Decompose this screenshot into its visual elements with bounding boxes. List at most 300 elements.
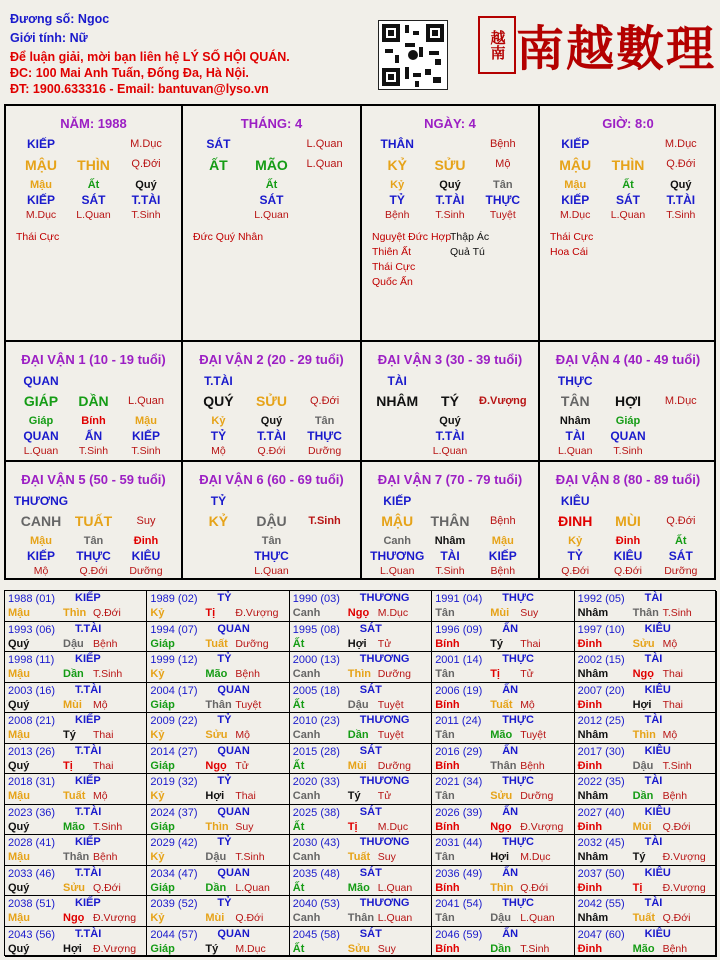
contact-phone-email: ĐT: 1900.633316 - Email: bantuvan@lyso.vn	[10, 82, 269, 96]
year-cell	[575, 805, 717, 836]
year-cell	[5, 683, 147, 714]
year-stage: Q.Đới	[93, 607, 121, 619]
year-ten-god: T.TÀI	[75, 683, 102, 696]
year-stem: Bính	[435, 820, 460, 833]
year-stem: Mậu	[8, 790, 30, 802]
year-label: 2006 (19)	[435, 684, 483, 697]
year-ten-god: THƯƠNG	[359, 714, 410, 726]
year-label: 2013 (26)	[8, 745, 56, 758]
year-label: 2045 (58)	[292, 928, 340, 941]
year-stem: Kỷ	[150, 729, 165, 741]
year-branch: Ngọ	[63, 912, 85, 924]
contact-invite: Để luận giải, mời bạn liên hệ LÝ SỐ HỘI QUÁN.	[10, 50, 290, 64]
year-branch: Tị	[63, 759, 73, 772]
year-branch: Dậu	[205, 851, 227, 863]
year-ten-god: T.TÀI	[75, 805, 102, 818]
year-stem: Mậu	[8, 851, 30, 863]
year-cell	[147, 866, 289, 897]
hidden-stage: Dưỡng	[308, 445, 342, 457]
year-stem: Quý	[8, 881, 30, 894]
year-branch: Tuất	[205, 637, 228, 650]
year-branch: Tuất	[632, 912, 655, 924]
year-stage: Tử	[377, 790, 392, 802]
hidden-stem: Bính	[81, 415, 106, 427]
year-stage: Thai	[662, 698, 684, 711]
hidden-stage: M.Dục	[25, 209, 57, 221]
year-cell	[575, 744, 717, 775]
year-branch: Dần	[63, 668, 84, 680]
hidden-ten-god: SÁT	[81, 193, 106, 207]
ten-god: KIẾP	[383, 494, 412, 508]
year-stem: Nhâm	[577, 668, 609, 680]
year-cell	[575, 866, 717, 897]
year-stem: Nhâm	[577, 607, 609, 619]
hidden-stage: T.Sinh	[131, 445, 161, 457]
year-cell	[575, 927, 717, 958]
year-ten-god: THỰC	[502, 653, 534, 665]
year-stem: Giáp	[150, 820, 175, 833]
year-label: 2017 (30)	[577, 745, 625, 758]
year-label: 2021 (34)	[435, 776, 483, 788]
ten-god: THÂN	[380, 137, 414, 151]
year-cell	[290, 774, 432, 805]
year-label: 2014 (27)	[150, 745, 198, 758]
year-ten-god: QUAN	[217, 622, 250, 635]
hidden-stem: Ất	[622, 179, 634, 191]
year-label: 2046 (59)	[435, 928, 483, 941]
year-cell	[5, 927, 147, 958]
year-branch: Mão	[63, 820, 85, 833]
year-label: 2033 (46)	[8, 867, 56, 880]
year-stage: Dưỡng	[520, 790, 554, 802]
year-cell	[290, 896, 432, 927]
year-stem: Canh	[292, 851, 321, 863]
hidden-stem: Ất	[87, 179, 100, 191]
hidden-stage: T.Sinh	[613, 445, 643, 457]
year-cell	[147, 896, 289, 927]
hidden-stem: Đinh	[615, 535, 641, 547]
heavenly-stem: KỶ	[208, 513, 229, 529]
year-ten-god: TÀI	[644, 653, 663, 665]
hidden-stage: Mộ	[33, 565, 49, 577]
hidden-stem: Quý	[135, 179, 157, 191]
qr-code-icon	[378, 20, 448, 90]
year-label: 2011 (24)	[435, 715, 482, 727]
hidden-stem: Quý	[439, 415, 461, 427]
year-cell	[432, 896, 574, 927]
year-stem: Đinh	[577, 637, 603, 650]
year-stem: Đinh	[577, 881, 603, 894]
year-branch: Mùi	[63, 698, 82, 711]
year-stem: Đinh	[577, 759, 603, 772]
owner-gender: Giới tính: Nữ	[10, 31, 88, 45]
year-label: 2016 (29)	[435, 745, 483, 758]
year-stem: Quý	[8, 759, 30, 772]
stage-label: Bệnh	[489, 515, 516, 527]
year-stem: Mậu	[8, 668, 30, 680]
year-cell	[290, 591, 432, 622]
pillar-cell	[6, 106, 181, 340]
year-label: 1992 (05)	[577, 593, 625, 605]
year-cell	[290, 744, 432, 775]
year-stem: Ất	[292, 820, 305, 833]
special-star: Quốc Ấn	[372, 276, 413, 288]
hidden-stem: Giáp	[28, 415, 54, 427]
year-ten-god: ẤN	[502, 927, 519, 940]
year-cell	[575, 713, 717, 744]
year-cell	[432, 713, 574, 744]
heavenly-stem: MẬU	[559, 157, 592, 173]
special-star: Thái Cực	[16, 231, 60, 243]
year-branch: Thân	[205, 698, 232, 711]
year-branch: Sửu	[205, 729, 228, 741]
year-stage: Mộ	[93, 698, 108, 711]
year-ten-god: SÁT	[359, 866, 382, 879]
ten-god: KIẾP	[26, 137, 55, 151]
year-ten-god: ẤN	[502, 683, 519, 696]
earthly-branch: SỬU	[434, 157, 466, 173]
year-label: 2004 (17)	[150, 684, 198, 697]
year-ten-god: QUAN	[217, 805, 250, 818]
year-label: 2041 (54)	[435, 898, 483, 910]
year-ten-god: T.TÀI	[75, 866, 102, 879]
hidden-stem: Kỷ	[568, 535, 583, 547]
year-branch: Mão	[632, 942, 655, 955]
year-branch: Hợi	[205, 790, 225, 802]
heavenly-stem: QUÝ	[203, 393, 234, 409]
hidden-ten-god: T.TÀI	[131, 193, 161, 207]
year-stem: Đinh	[577, 698, 603, 711]
year-stage: M.Dục	[520, 851, 551, 863]
year-branch: Dần	[632, 790, 654, 802]
year-label: 2028 (41)	[8, 837, 56, 849]
year-cell	[147, 744, 289, 775]
hidden-ten-god: KIÊU	[131, 549, 161, 563]
special-star: Thái Cực	[372, 261, 416, 273]
hidden-stage: Q.Đới	[614, 565, 642, 577]
year-label: 2023 (36)	[8, 806, 56, 819]
year-cell	[147, 774, 289, 805]
hidden-stem: Ất	[265, 179, 278, 191]
year-branch: Thìn	[205, 820, 229, 833]
year-stem: Nhâm	[577, 912, 609, 924]
earthly-branch: MÙI	[615, 513, 641, 529]
year-ten-god: THỰC	[502, 897, 534, 909]
year-ten-god: TỶ	[217, 897, 232, 909]
year-stem: Mậu	[8, 607, 30, 619]
year-label: 1990 (03)	[292, 593, 340, 605]
year-ten-god: KIÊU	[644, 683, 671, 696]
pillar-title: NĂM: 1988	[60, 116, 127, 131]
year-ten-god: QUAN	[217, 927, 250, 940]
year-stage: Tử	[520, 668, 534, 680]
hidden-ten-god: KIẾP	[26, 193, 55, 207]
year-ten-god: QUAN	[217, 744, 250, 757]
year-stem: Bính	[435, 881, 460, 894]
ten-god: SÁT	[206, 137, 231, 151]
year-ten-god: TỶ	[217, 775, 232, 787]
year-stem: Quý	[8, 698, 30, 711]
year-cell	[290, 866, 432, 897]
year-ten-god: THỰC	[502, 592, 534, 604]
year-cell	[5, 896, 147, 927]
heavenly-stem: GIÁP	[23, 393, 59, 409]
year-stage: Đ.Vượng	[662, 881, 706, 894]
hidden-stem: Tân	[83, 535, 104, 547]
year-ten-god: THƯƠNG	[359, 836, 410, 848]
year-cell	[290, 652, 432, 683]
pillar-title: NGÀY: 4	[424, 116, 476, 131]
year-cell	[5, 866, 147, 897]
year-ten-god: QUAN	[217, 683, 250, 696]
year-ten-god: ẤN	[502, 622, 519, 635]
year-label: 2047 (60)	[577, 928, 625, 941]
pillar-cell	[183, 106, 360, 340]
year-branch: Tuất	[490, 698, 513, 711]
year-ten-god: TỶ	[217, 592, 232, 604]
year-cell	[290, 835, 432, 866]
annual-luck-table	[4, 590, 716, 956]
year-label: 2018 (31)	[8, 776, 56, 788]
stage-label: Mộ	[495, 158, 511, 170]
year-stage: Q.Đới	[662, 912, 691, 924]
year-cell	[432, 805, 574, 836]
year-ten-god: THƯƠNG	[359, 592, 410, 604]
year-cell	[290, 927, 432, 958]
hidden-stage: T.Sinh	[131, 209, 161, 221]
year-stage: M.Dục	[377, 607, 409, 619]
year-ten-god: TỶ	[217, 836, 232, 848]
year-stage: Bệnh	[93, 637, 118, 650]
hidden-stem: Giáp	[615, 415, 641, 427]
year-stage: Đ.Vượng	[93, 942, 137, 955]
hidden-stage: L.Quan	[610, 209, 646, 221]
heavenly-stem: NHÂM	[376, 393, 419, 409]
year-stem: Ất	[292, 637, 305, 650]
year-branch: Dần	[347, 729, 369, 741]
year-stage: Đ.Vượng	[235, 607, 279, 619]
year-stem: Kỷ	[150, 851, 165, 863]
dai-van-cell	[6, 342, 181, 460]
year-branch: Ngọ	[490, 820, 512, 833]
stage-label: Suy	[136, 515, 156, 527]
year-cell	[432, 927, 574, 958]
year-stage: T.Sinh	[520, 942, 550, 955]
year-ten-god: THỰC	[502, 714, 534, 726]
dai-van-cell	[540, 342, 716, 460]
year-branch: Tý	[632, 851, 646, 863]
year-cell	[5, 744, 147, 775]
hidden-stem: Ất	[674, 535, 687, 547]
dai-van-title: ĐẠI VẬN 7 (70 - 79 tuổi)	[377, 472, 523, 487]
dai-van-title: ĐẠI VẬN 8 (80 - 89 tuổi)	[555, 472, 701, 487]
year-label: 1994 (07)	[150, 623, 198, 636]
year-ten-god: TÀI	[644, 592, 663, 604]
year-stage: Q.Đới	[520, 881, 549, 894]
year-stage: Thai	[662, 668, 684, 680]
year-label: 2012 (25)	[577, 715, 625, 727]
year-stage: Đ.Vượng	[662, 851, 706, 863]
year-ten-god: KIÊU	[644, 927, 671, 940]
year-ten-god: KIÊU	[644, 744, 671, 757]
year-ten-god: SÁT	[359, 927, 382, 940]
year-label: 2010 (23)	[292, 715, 340, 727]
year-ten-god: KIÊU	[644, 622, 671, 635]
year-stage: Dưỡng	[235, 637, 269, 650]
year-cell	[432, 774, 574, 805]
year-label: 2039 (52)	[150, 898, 198, 910]
special-star: Nguyệt Đức Hợp	[372, 231, 452, 243]
year-stem: Kỷ	[150, 607, 165, 619]
year-label: 1995 (08)	[292, 623, 340, 636]
year-stem: Bính	[435, 942, 460, 955]
year-stem: Giáp	[150, 637, 175, 650]
year-stage: Mộ	[662, 729, 678, 741]
year-branch: Hợi	[63, 942, 82, 955]
stage-label: Q.Đới	[666, 158, 696, 170]
year-label: 2032 (45)	[577, 837, 625, 849]
year-branch: Dậu	[63, 637, 84, 650]
hidden-stage: Q.Đới	[79, 565, 108, 577]
dai-van-title: ĐẠI VẬN 5 (50 - 59 tuổi)	[21, 472, 166, 487]
year-label: 1988 (01)	[8, 593, 56, 605]
year-branch: Thìn	[63, 607, 87, 619]
year-stage: Thai	[520, 637, 541, 650]
ten-god: KIẾP	[561, 137, 590, 151]
year-ten-god: TÀI	[644, 897, 663, 909]
year-stage: Suy	[377, 942, 396, 955]
year-ten-god: THỰC	[502, 836, 534, 848]
hidden-stem: Mậu	[564, 179, 587, 191]
year-ten-god: KIÊU	[644, 866, 671, 879]
year-cell	[432, 622, 574, 653]
ten-god: TÀI	[387, 374, 407, 388]
year-ten-god: SÁT	[359, 622, 382, 635]
year-stem: Tân	[435, 607, 455, 619]
year-stage: Bệnh	[235, 668, 260, 680]
year-branch: Mùi	[632, 820, 652, 833]
year-label: 2005 (18)	[292, 684, 340, 697]
ten-god: TỶ	[210, 494, 227, 508]
heavenly-stem: KỶ	[387, 157, 407, 173]
hidden-ten-god: THỰC	[485, 193, 521, 207]
heavenly-stem: ĐINH	[558, 513, 593, 529]
year-label: 1996 (09)	[435, 623, 483, 636]
hidden-stage: Q.Đới	[257, 445, 286, 457]
hidden-ten-god: KIẾP	[131, 429, 160, 443]
year-label: 2015 (28)	[292, 745, 340, 758]
year-cell	[290, 683, 432, 714]
heavenly-stem: ẤT	[209, 157, 228, 173]
year-stage: Dưỡng	[377, 668, 411, 680]
pillar-cell	[362, 106, 538, 340]
year-branch: Mùi	[490, 607, 510, 619]
year-stem: Đinh	[577, 820, 603, 833]
year-stage: M.Dục	[377, 820, 409, 833]
earthly-branch: THÌN	[77, 157, 110, 173]
year-stem: Tân	[435, 912, 455, 924]
hidden-stage: Bệnh	[384, 209, 410, 221]
year-stage: T.Sinh	[662, 759, 692, 772]
year-stem: Nhâm	[577, 729, 609, 741]
year-cell	[432, 652, 574, 683]
year-label: 2027 (40)	[577, 806, 625, 819]
earthly-branch: SỬU	[255, 393, 288, 409]
year-stage: Mộ	[662, 637, 678, 650]
year-cell	[575, 683, 717, 714]
year-ten-god: KIẾP	[75, 653, 101, 665]
year-branch: Sửu	[63, 881, 86, 894]
year-label: 2007 (20)	[577, 684, 625, 697]
year-label: 1998 (11)	[8, 654, 55, 666]
year-stage: Đ.Vượng	[520, 820, 564, 833]
hidden-ten-god: TÀI	[565, 429, 585, 443]
earthly-branch: HỢI	[615, 393, 641, 409]
year-ten-god: THƯƠNG	[359, 653, 410, 665]
year-label: 2030 (43)	[292, 837, 340, 849]
hidden-stem: Mậu	[491, 535, 514, 547]
year-stem: Kỷ	[150, 668, 165, 680]
year-stem: Giáp	[150, 942, 175, 955]
year-label: 1989 (02)	[150, 593, 198, 605]
year-stage: M.Dục	[235, 942, 266, 955]
year-label: 2029 (42)	[150, 837, 198, 849]
stage-label: M.Dục	[664, 395, 697, 407]
year-ten-god: T.TÀI	[75, 744, 102, 757]
year-branch: Thìn	[490, 881, 514, 894]
year-branch: Thìn	[632, 729, 656, 741]
year-branch: Mão	[347, 881, 370, 894]
hidden-stage: L.Quan	[23, 445, 59, 457]
year-stage: Bệnh	[662, 942, 688, 955]
year-label: 1993 (06)	[8, 623, 56, 636]
year-stem: Mậu	[8, 729, 30, 741]
year-stage: Dưỡng	[377, 759, 411, 772]
hidden-stage: Dưỡng	[129, 565, 163, 577]
year-ten-god: SÁT	[359, 683, 382, 696]
special-star: Đức Quý Nhân	[193, 231, 264, 243]
hidden-stem: Quý	[670, 179, 692, 191]
year-stage: Mộ	[235, 729, 250, 741]
hidden-stage: Q.Đới	[561, 565, 590, 577]
year-branch: Dần	[490, 942, 511, 955]
year-branch: Sửu	[632, 637, 655, 650]
hidden-ten-god: KIẾP	[561, 193, 590, 207]
stage-label: M.Dục	[664, 138, 697, 150]
year-cell	[432, 683, 574, 714]
year-stage: T.Sinh	[93, 668, 123, 680]
year-label: 2037 (50)	[577, 867, 625, 880]
pillar-cell	[540, 106, 716, 340]
year-stem: Giáp	[150, 759, 175, 772]
hidden-ten-god: TỶ	[210, 429, 227, 443]
ten-god: T.TÀI	[204, 374, 233, 388]
year-cell	[575, 896, 717, 927]
dai-van-cell	[6, 462, 181, 580]
year-ten-god: ẤN	[502, 805, 519, 818]
year-branch: Tý	[347, 790, 361, 802]
special-star: Thiên Ất	[372, 246, 412, 258]
year-branch: Tuất	[63, 790, 86, 802]
year-stage: Đ.Vượng	[93, 912, 137, 924]
year-label: 1991 (04)	[435, 593, 483, 605]
year-label: 2043 (56)	[8, 928, 56, 941]
year-branch: Tị	[347, 820, 358, 833]
year-ten-god: KIẾP	[75, 714, 101, 726]
year-label: 2009 (22)	[150, 715, 198, 727]
year-ten-god: T.TÀI	[75, 927, 102, 940]
year-branch: Mùi	[205, 912, 225, 924]
